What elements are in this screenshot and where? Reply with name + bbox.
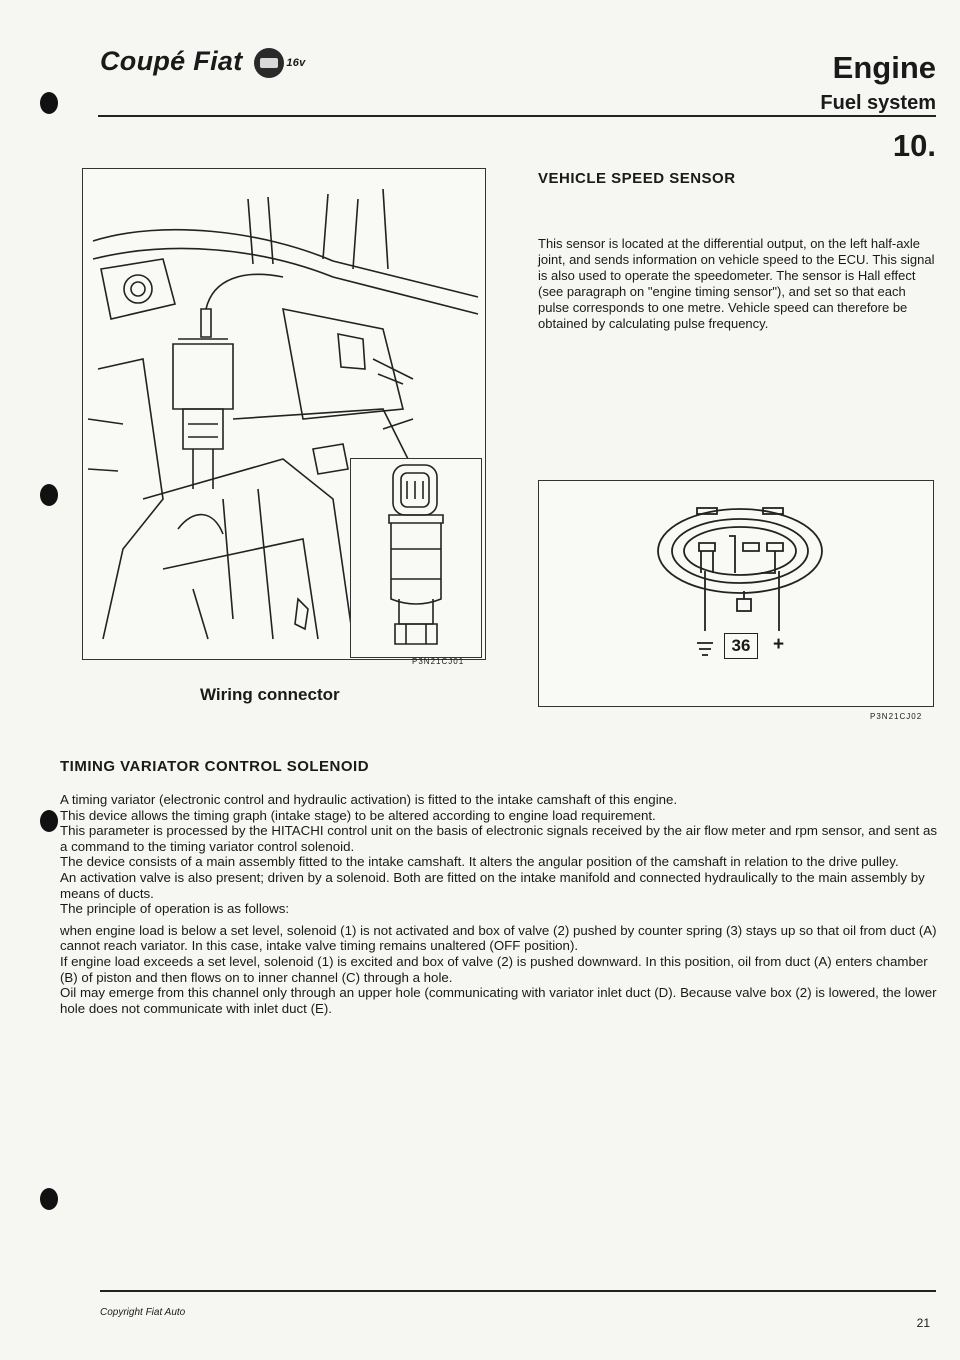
binder-hole xyxy=(40,810,58,832)
section-heading: TIMING VARIATOR CONTROL SOLENOID xyxy=(60,758,370,775)
plus-terminal-label: + xyxy=(773,634,785,655)
paragraph: The device consists of a main assembly fitted to the intake camshaft. It alters the angular position of the camshaft in relation to the drive pulley. xyxy=(60,854,899,870)
paragraph: This sensor is located at the differential output, on the left half-axle joint, and sends information on vehicle speed to the ECU. This signal is also used to operate the speedometer. The sensor is Hall effect (see paragraph on "engine timing sensor"), and set so that each pulse corresponds to one metre. Vehicle speed can therefore be obtained by calculating pulse frequency. xyxy=(538,236,935,331)
connector-diagram xyxy=(538,480,934,707)
section-title: Engine xyxy=(832,50,936,85)
section-body xyxy=(60,792,940,1016)
connector-inset xyxy=(350,458,482,658)
section-number: 10. xyxy=(892,128,936,163)
footer-divider xyxy=(100,1290,936,1292)
brand-title xyxy=(100,46,306,78)
figure-caption: Wiring connector xyxy=(200,685,340,704)
brand-logo-icon xyxy=(254,48,284,78)
binder-hole xyxy=(40,484,58,506)
paragraph: Oil may emerge from this channel only through an upper hole (communicating with variator inlet duct (D). Because valve box (2) is lowered, the lower hole does not communicate with inlet duct (E). xyxy=(60,985,937,1016)
section-heading: VEHICLE SPEED SENSOR xyxy=(538,170,736,187)
copyright-notice: Copyright Fiat Auto xyxy=(100,1307,186,1318)
sensor-connector-icon xyxy=(351,459,481,657)
paragraph: An activation valve is also present; driven by a solenoid. Both are fitted on the intake manifold and connected hydraulically to the main assembly by means of ducts. xyxy=(60,869,925,901)
brand-suffix: 16v xyxy=(286,56,306,69)
header-divider xyxy=(98,115,936,117)
paragraph: If engine load exceeds a set level, solenoid (1) is excited and box of valve (2) is pushed downward. In this position, oil from duct (A) enters chamber (B) of piston and then flows on to inner channel (C) through a hole. xyxy=(60,953,928,985)
paragraph: The principle of operation is as follows: xyxy=(60,901,290,917)
figure-code: P3N21CJ02 xyxy=(870,712,923,721)
paragraph: This parameter is processed by the HITACHI control unit on the basis of electronic signals received by the air flow meter and rpm sensor, and sent as a command to the timing variator control solenoid. xyxy=(60,823,938,854)
section-subtitle: Fuel system xyxy=(820,92,936,114)
connector-pinout-icon xyxy=(539,481,933,706)
binder-hole xyxy=(40,92,58,114)
figure-code: P3N21CJ01 xyxy=(412,657,465,666)
paragraph: This device allows the timing graph (intake stage) to be altered according to engine load requirement. xyxy=(60,807,656,823)
page-number: 21 xyxy=(916,1316,930,1330)
paragraph: when engine load is below a set level, solenoid (1) is not activated and box of valve (2) pushed by counter spring (3) stays up so that oil from duct (A) cannot reach variator. In this case, intake valve timing remains unaltered (OFF position). xyxy=(60,922,937,954)
pin-label-36: 36 xyxy=(724,633,758,659)
paragraph: A timing variator (electronic control and hydraulic activation) is fitted to the intake camshaft of this engine. xyxy=(60,792,678,807)
brand-name: Coupé Fiat xyxy=(100,46,243,76)
binder-hole xyxy=(40,1188,58,1210)
